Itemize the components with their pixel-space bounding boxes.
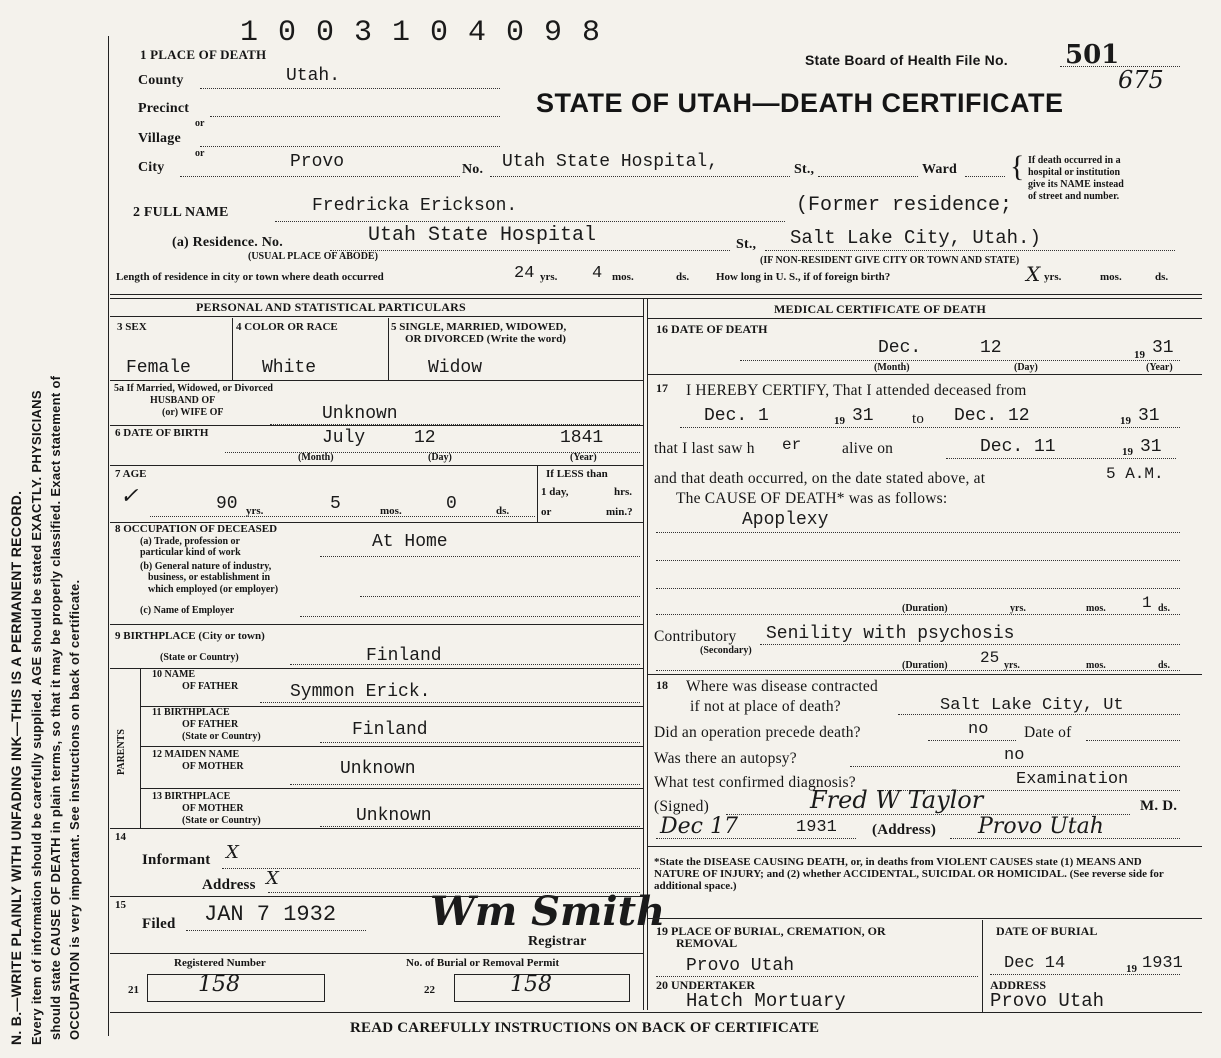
mother-label-2: OF MOTHER [182,761,244,772]
hospital-note-3: give its NAME instead [1028,179,1124,190]
line-6 [110,425,643,426]
st-line [818,176,918,177]
ds-label: ds. [676,271,690,283]
father-birth-line [320,742,640,743]
death-month-caption: (Month) [874,362,910,373]
signed-label: (Signed) [654,798,709,815]
burial-address-value: Provo Utah [990,990,1105,1012]
certify-text: I HEREBY CERTIFY, That I attended deceased from [686,382,1027,399]
street-no-value: Utah State Hospital, [502,152,719,172]
burial-date-value: Dec 14 [1004,954,1066,973]
left-border [108,36,109,1036]
informant-label: Informant [142,852,211,868]
duration-value-2: 25 [980,649,1000,667]
side-note-1: N. B.—WRITE PLAINLY WITH UNFADING INK—THIS IS A PERMANENT RECORD. [8,490,24,1045]
date-of-death-day: 12 [980,338,1002,358]
registrar-label: Registrar [528,934,587,949]
burial-date-label: DATE OF BURIAL [996,924,1098,938]
side-note-4: OCCUPATION is very important. See instructions on back of certificate. [67,579,82,1040]
line-5a [110,380,643,381]
or-min: or [541,506,552,518]
occ-b-2: business, or establishment in [148,572,271,583]
hrs-label: hrs. [614,486,633,498]
where-num: 18 [656,678,668,692]
medical-header-line [647,318,1202,319]
side-note-3: should state CAUSE OF DEATH in plain terms, so that it may be properly classified. Exact statement of [48,375,63,1040]
operation-date-label: Date of [1024,724,1072,741]
length-mos-value: 4 [592,264,603,283]
personal-heading: PERSONAL AND STATISTICAL PARTICULARS [196,300,466,314]
last-saw-line [946,458,1176,459]
how-long-yrs: yrs. [1044,271,1062,283]
burial-permit-value: 158 [510,972,552,997]
to-year-prefix: 19 [1120,415,1131,427]
no-label: No. [462,162,484,177]
hospital-note-2: hospital or institution [1028,167,1121,178]
occ-b-3: which employed (or employer) [148,584,279,595]
mother-birth-label-3: (State or Country) [182,815,261,826]
hospital-note-4: of street and number. [1028,191,1120,202]
informant-line [222,868,640,869]
residence-value: Utah State Hospital [368,224,597,247]
full-name-value: Fredricka Erickson. [312,196,518,216]
md-label: M. D. [1140,798,1178,814]
informant-address-value: X [266,868,279,889]
how-long-mos: mos. [1100,271,1122,283]
occupation-value: At Home [372,532,448,552]
parents-divider [140,668,141,828]
mos-label: mos. [612,271,634,283]
cause-line-1 [656,532,1180,533]
secondary-label: (Secondary) [700,645,752,656]
or-1: or [195,118,205,129]
spouse-label-2: HUSBAND OF [150,395,216,406]
registered-number-value: 158 [198,972,240,997]
spouse-label-3: (or) WIFE OF [162,407,224,418]
color-value: White [262,358,317,378]
father-value: Symmon Erick. [290,682,431,702]
ward-label: Ward [922,162,958,177]
sex-value: Female [126,358,191,378]
side-note-2: Every item of information should be carefully supplied. AGE should be stated EXACTLY. PHYSICIANS [29,390,44,1045]
burial-date-line [990,974,1180,975]
operation-label: Did an operation precede death? [654,724,861,741]
undertaker-value: Hatch Mortuary [686,990,846,1012]
mother-birth-value: Unknown [356,806,432,826]
how-long-label: How long in U. S., if of foreign birth? [716,271,891,283]
burial-year-prefix: 19 [1126,963,1137,975]
line-13 [140,788,643,789]
color-label: 4 COLOR OR RACE [236,321,338,333]
death-year-caption: (Year) [1146,362,1173,373]
mother-birth-label-1: 13 BIRTHPLACE [152,791,231,802]
spouse-label: 5a If Married, Widowed, or Divorced [114,383,273,394]
to-label: to [912,411,925,427]
cause-instructions-note: *State the DISEASE CAUSING DEATH, or, in deaths from VIOLENT CAUSES state (1) MEANS AND NATURE OF INJURY; and (2) whether ACCIDENTAL, SUICIDAL OR HOMICIDAL. (See reverse side for additional space.) [654,856,1164,892]
certificate-title: STATE OF UTAH—DEATH CERTIFICATE [536,88,1064,118]
line-19 [647,918,1202,919]
last-saw-year: 31 [1140,437,1162,457]
duration-label-2: (Duration) [902,660,948,671]
former-residence: (Former residence; [796,194,1013,217]
residence-city-line [765,250,1175,251]
operation-date-line [1086,740,1180,741]
full-name-line [275,221,785,222]
cause-value: Apoplexy [742,510,829,530]
footer-instructions: READ CAREFULLY INSTRUCTIONS ON BACK OF CERTIFICATE [350,1020,820,1036]
occupation-line [320,556,640,557]
date-of-death-year-prefix: 19 [1134,349,1145,361]
residence-city-value: Salt Lake City, Utah.) [790,227,1041,249]
file-no-annotation: 675 [1118,66,1164,94]
age-yrs-label: yrs. [246,505,264,517]
marital-label: 5 SINGLE, MARRIED, WIDOWED, [391,321,567,333]
burial-permit-prefix: 22 [424,984,435,996]
father-birth-label-2: OF FATHER [182,719,239,730]
age-line [150,516,535,517]
mother-label-1: 12 MAIDEN NAME [152,749,240,760]
registered-number-prefix: 21 [128,984,139,996]
county-label: County [138,73,184,88]
length-yrs-value: 24 [514,264,535,283]
county-value: Utah. [286,66,341,86]
physician-signature: Fred W Taylor [810,786,984,814]
dob-month-caption: (Month) [298,452,334,463]
burial-divider [982,920,983,1012]
color-divider [388,318,389,380]
burial-place-label-2: REMOVAL [676,936,738,950]
physician-address-label: (Address) [872,822,937,838]
occupation-label: 8 OCCUPATION OF DECEASED [115,523,278,535]
registrar-signature: Wm Smith [430,888,666,935]
full-name-label: 2 FULL NAME [133,205,229,220]
line-note [647,846,1202,847]
operation-line [928,740,1016,741]
last-saw-her: er [782,436,802,454]
place-of-death-heading: 1 PLACE OF DEATH [140,47,267,62]
note-brace: { [1010,150,1025,183]
marital-value: Widow [428,358,483,378]
occ-a-2: particular kind of work [140,547,241,558]
birthplace-line [290,664,640,665]
or-2: or [195,148,205,159]
less-divider [537,466,538,522]
file-no-label: State Board of Health File No. [805,52,1008,68]
cause-line-2 [656,560,1180,561]
residence-label: (a) Residence. No. [172,235,283,250]
duration-ds-1: ds. [1158,603,1170,614]
age-label: 7 AGE [115,468,147,480]
line-14 [110,828,643,829]
date-of-death-line [740,360,1180,361]
city-value: Provo [290,152,345,172]
contributory-label: Contributory [654,628,737,645]
test-label: What test confirmed diagnosis? [654,774,856,791]
hospital-note-1: If death occurred in a [1028,155,1121,166]
village-line [200,146,500,147]
informant-address-label: Address [202,877,256,893]
occurred-label: and that death occurred, on the date stated above, at [654,470,986,487]
age-ds-label: ds. [496,505,510,517]
burial-place-line [656,976,978,977]
file-no-value: 501 [1065,40,1120,70]
industry-line [360,596,640,597]
sex-label: 3 SEX [117,321,147,333]
attended-to: Dec. 12 [954,406,1030,426]
min-label: min.? [606,506,633,518]
operation-value: no [968,720,989,739]
duration-label-1: (Duration) [902,603,948,614]
last-saw-label: that I last saw h [654,440,755,457]
occ-b-1: (b) General nature of industry, [140,561,272,572]
filed-num: 15 [115,899,126,911]
employer-line [300,616,640,617]
line-7 [110,465,643,466]
personal-header-line [110,316,643,317]
where-label-2: if not at place of death? [690,698,841,715]
yrs-label: yrs. [540,271,558,283]
attended-to-year: 31 [1138,406,1160,426]
medical-heading: MEDICAL CERTIFICATE OF DEATH [774,302,986,316]
filed-label: Filed [142,916,176,932]
line-18 [647,674,1202,675]
line-9 [110,624,643,625]
date-of-death-year: 31 [1152,338,1174,358]
county-line [200,88,500,89]
test-value: Examination [1016,770,1129,789]
burial-date-year: 1931 [1142,954,1183,973]
cause-label: The CAUSE OF DEATH* was as follows: [676,490,948,507]
alive-on-label: alive on [842,440,894,457]
attended-from: Dec. 1 [704,406,769,426]
informant-value: X [226,842,239,863]
dob-month: July [322,428,366,448]
dob-day: 12 [414,428,436,448]
length-label: Length of residence in city or town where death occurred [116,271,384,283]
registered-number-label: Registered Number [174,957,266,969]
undertaker-label: 20 UNDERTAKER [656,978,756,992]
mother-birth-line [320,826,640,827]
duration-value-1: 1 [1142,594,1152,612]
from-year-prefix: 19 [834,415,845,427]
contributory-value: Senility with psychosis [766,624,1015,644]
burial-address-label: ADDRESS [990,978,1047,992]
father-line [260,702,640,703]
line-21 [110,953,643,954]
father-birth-label-3: (State or Country) [182,731,261,742]
attended-line [680,427,1180,428]
age-years: 90 [216,494,238,514]
section-divider-2 [110,298,1202,299]
non-resident-label: (IF NON-RESIDENT GIVE CITY OR TOWN AND STATE) [760,255,1020,266]
where-label: Where was disease contracted [686,678,878,695]
last-saw-date: Dec. 11 [980,437,1056,457]
attended-from-year: 31 [852,406,874,426]
age-months: 5 [330,494,341,514]
no-line [490,176,790,177]
filed-line [186,930,366,931]
duration-ds-2: ds. [1158,660,1170,671]
dob-year-caption: (Year) [570,452,597,463]
precinct-label: Precinct [138,101,190,116]
occ-a-1: (a) Trade, profession or [140,536,240,547]
mother-birth-label-2: OF MOTHER [182,803,244,814]
spouse-value: Unknown [322,404,398,424]
age-mos-label: mos. [380,505,402,517]
duration-yrs-1: yrs. [1010,603,1026,614]
line-17 [647,374,1202,375]
where-value: Salt Lake City, Ut [940,696,1124,715]
less-label: If LESS than [546,468,608,480]
burial-place-value: Provo Utah [686,956,795,976]
date-of-death-month: Dec. [878,338,922,358]
father-birth-label-1: 11 BIRTHPLACE [152,707,230,718]
age-days: 0 [446,494,457,514]
dob-year: 1841 [560,428,604,448]
physician-address-value: Provo Utah [978,814,1104,839]
precinct-line [210,116,500,117]
duration-yrs-2: yrs. [1004,660,1020,671]
last-saw-year-prefix: 19 [1122,446,1133,458]
dob-label: 6 DATE OF BIRTH [115,427,209,439]
signed-date: Dec 17 [660,814,738,839]
mother-line [290,784,640,785]
autopsy-label: Was there an autopsy? [654,750,797,767]
less-label-2: 1 day, [541,486,569,498]
death-day-caption: (Day) [1014,362,1038,373]
time-of-death: 5 A.M. [1106,465,1164,483]
filed-value: JAN 7 1932 [204,902,337,927]
bottom-border [110,1012,1202,1013]
father-label-1: 10 NAME [152,669,196,680]
autopsy-value: no [1004,746,1025,765]
section-divider [110,294,1202,295]
dob-day-caption: (Day) [428,452,452,463]
usual-abode-label: (USUAL PLACE OF ABODE) [248,251,378,262]
birthplace-label: 9 BIRTHPLACE (City or town) [115,630,265,642]
line-12 [140,746,643,747]
st-label: St., [794,162,815,177]
birthplace-sub: (State or Country) [160,652,239,663]
autopsy-line [850,766,1180,767]
burial-place-label: 19 PLACE OF BURIAL, CREMATION, OR [656,924,886,938]
parents-label: PARENTS [116,729,127,775]
certificate-number: 1 0 0 3 1 0 4 0 9 8 [240,16,602,50]
signed-date-line [656,838,856,839]
sex-divider [232,318,233,380]
father-label-2: OF FATHER [182,681,239,692]
father-birth-value: Finland [352,720,428,740]
certify-num: 17 [656,381,668,395]
informant-num: 14 [115,831,126,843]
how-long-value: X [1026,262,1041,286]
occ-c: (c) Name of Employer [140,605,235,616]
village-label: Village [138,131,181,146]
contributory-line [760,644,1180,645]
cause-line-4 [656,614,1180,615]
city-label: City [138,160,165,175]
duration-mos-2: mos. [1086,660,1106,671]
cause-line-3 [656,588,1180,589]
birthplace-value: Finland [366,646,442,666]
residence-line [330,250,730,251]
city-line [180,176,460,177]
age-check: ✓ [120,484,139,509]
burial-permit-label: No. of Burial or Removal Permit [406,957,560,969]
date-of-death-label: 16 DATE OF DEATH [656,322,768,336]
ward-line [965,176,1005,177]
signed-year: 1931 [796,818,837,837]
mother-value: Unknown [340,759,416,779]
duration-mos-1: mos. [1086,603,1106,614]
residence-st-label: St., [736,237,757,252]
marital-label-2: OR DIVORCED (Write the word) [405,333,566,345]
how-long-ds: ds. [1155,271,1169,283]
